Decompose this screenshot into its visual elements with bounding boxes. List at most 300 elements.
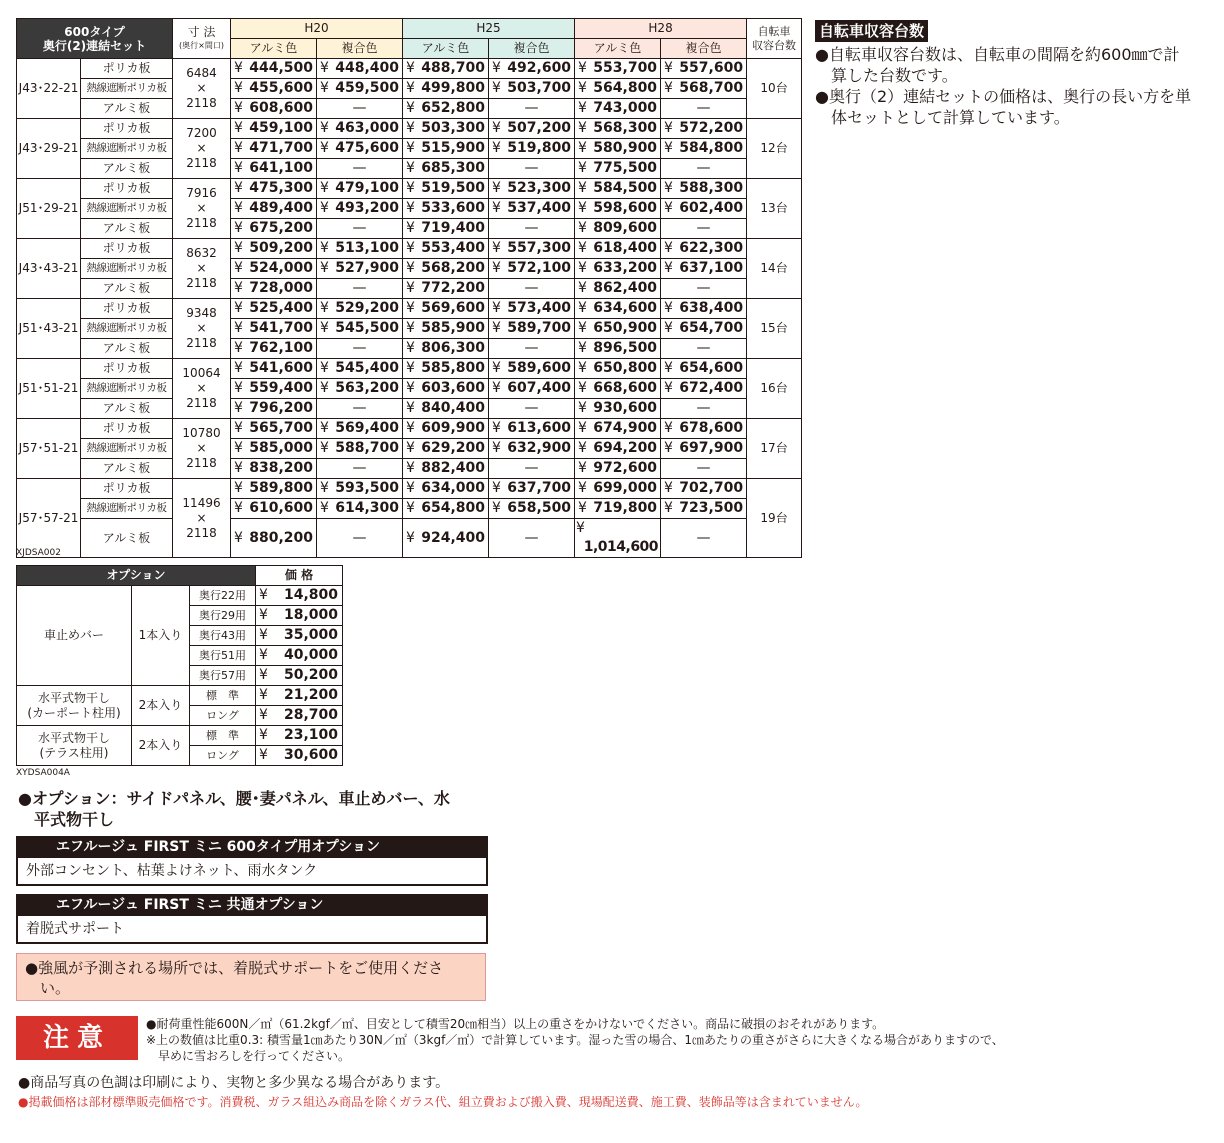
price-value: 1,014,600 <box>583 539 659 555</box>
price-cell <box>403 159 489 179</box>
price-cell <box>489 79 575 99</box>
price-cell <box>403 479 489 499</box>
table-row <box>17 219 802 239</box>
price-cell <box>661 439 747 459</box>
yen-sign: ¥ <box>664 500 673 516</box>
yen-sign: ¥ <box>406 480 415 496</box>
yen-sign: ¥ <box>320 80 329 96</box>
times-sign: × <box>196 441 207 455</box>
group-header-h25: H25 <box>403 19 575 39</box>
table-row <box>17 439 802 459</box>
footer-note-2: ●掲載価格は部材標準販売価格です。消費税、ガラス組込み商品を除くガラス代、組立費および搬入費、現場配送費、施工費、装飾品等は含まれていません。 <box>18 1095 868 1109</box>
price-value: 796,200 <box>249 400 314 416</box>
price-value: 629,200 <box>421 440 486 456</box>
price-cell <box>575 279 661 299</box>
price-value: 553,700 <box>593 60 658 76</box>
price-cell <box>661 59 747 79</box>
price-cell <box>231 199 317 219</box>
pack-count: 1本入り <box>132 586 190 686</box>
price-cell <box>489 59 575 79</box>
yen-sign: ¥ <box>320 120 329 136</box>
price-dash: — <box>317 519 403 558</box>
col-header: 複合色 <box>661 39 747 59</box>
price-value: 652,800 <box>421 100 486 116</box>
option-name <box>17 686 132 726</box>
material-cell: 熱線遮断ポリカ板 <box>81 199 173 219</box>
material-cell: アルミ板 <box>81 99 173 119</box>
price-value: 637,100 <box>679 260 744 276</box>
yen-sign: ¥ <box>406 180 415 196</box>
price-cell <box>403 119 489 139</box>
option-box-common <box>16 894 488 944</box>
yen-sign: ¥ <box>320 240 329 256</box>
price-value: 515,900 <box>421 140 486 156</box>
price-cell <box>231 219 317 239</box>
price-cell <box>489 119 575 139</box>
price-value: 622,300 <box>679 240 744 256</box>
price-cell <box>575 519 661 558</box>
price-cell <box>403 339 489 359</box>
price-cell <box>317 139 403 159</box>
price-value: 459,100 <box>249 120 314 136</box>
pack-count: 2本入り <box>132 726 190 766</box>
price-cell <box>575 419 661 439</box>
yen-sign: ¥ <box>578 280 587 296</box>
yen-sign: ¥ <box>259 587 268 603</box>
yen-sign: ¥ <box>406 300 415 316</box>
dimension-depth: 10064 <box>182 366 221 380</box>
price-cell <box>575 379 661 399</box>
option-price <box>256 606 343 626</box>
price-cell <box>575 499 661 519</box>
yen-sign: ¥ <box>320 420 329 436</box>
price-cell <box>403 499 489 519</box>
table-row <box>17 359 802 379</box>
option-price <box>256 706 343 726</box>
option-name-line: 水平式物干し <box>37 690 110 705</box>
price-cell <box>661 119 747 139</box>
yen-sign: ¥ <box>234 280 243 296</box>
yen-sign: ¥ <box>406 380 415 396</box>
price-dash: — <box>317 159 403 179</box>
price-value: 492,600 <box>507 60 572 76</box>
price-value: 519,500 <box>421 180 486 196</box>
yen-sign: ¥ <box>234 200 243 216</box>
price-value: 471,700 <box>249 140 314 156</box>
price-cell <box>231 419 317 439</box>
yen-sign: ¥ <box>406 120 415 136</box>
option-price-value: 21,200 <box>283 687 339 703</box>
price-cell <box>403 99 489 119</box>
caution-line: ※上の数値は比重0.3: 積雪量1㎝あたり30N／㎡（3kgf／㎡）で計算しています。湿った雪の場合、1㎝あたりの重さがさらに大きくなる場合がありますので、 <box>146 1033 1004 1047</box>
price-value: 699,000 <box>593 480 658 496</box>
price-cell <box>575 79 661 99</box>
price-value: 463,000 <box>335 120 400 136</box>
option-box-600 <box>16 836 488 886</box>
dimension-header: 寸 法 (奥行×間口) <box>173 19 231 59</box>
price-cell <box>231 139 317 159</box>
price-cell <box>489 199 575 219</box>
yen-sign: ¥ <box>234 400 243 416</box>
price-value: 568,300 <box>593 120 658 136</box>
price-cell <box>231 259 317 279</box>
yen-sign: ¥ <box>664 200 673 216</box>
price-value: 563,200 <box>335 380 400 396</box>
table-row <box>17 159 802 179</box>
option-variant: ロング <box>190 746 256 766</box>
yen-sign: ¥ <box>320 500 329 516</box>
table-row <box>17 319 802 339</box>
material-cell: 熱線遮断ポリカ板 <box>81 499 173 519</box>
price-cell <box>231 459 317 479</box>
price-dash: — <box>489 159 575 179</box>
capacity-cell: 17台 <box>747 419 802 479</box>
price-cell <box>575 399 661 419</box>
price-cell <box>403 299 489 319</box>
yen-sign: ¥ <box>406 100 415 116</box>
price-value: 610,600 <box>249 500 314 516</box>
price-dash: — <box>489 279 575 299</box>
table-row <box>17 339 802 359</box>
price-cell <box>489 499 575 519</box>
option-list-line: 平式物干し <box>18 810 115 829</box>
price-cell <box>231 519 317 558</box>
yen-sign: ¥ <box>578 360 587 376</box>
option-price-value: 14,800 <box>283 587 339 603</box>
price-cell <box>661 359 747 379</box>
material-cell: ポリカ板 <box>81 119 173 139</box>
price-cell <box>661 239 747 259</box>
dimension-width: 2118 <box>186 96 217 110</box>
table-row <box>17 279 802 299</box>
option-variant: ロング <box>190 706 256 726</box>
price-value: 632,900 <box>507 440 572 456</box>
yen-sign: ¥ <box>320 480 329 496</box>
price-value: 762,100 <box>249 340 314 356</box>
price-cell <box>317 79 403 99</box>
price-value: 585,900 <box>421 320 486 336</box>
price-value: 573,400 <box>507 300 572 316</box>
price-cell <box>231 319 317 339</box>
price-cell <box>489 139 575 159</box>
price-cell <box>575 99 661 119</box>
price-value: 475,600 <box>335 140 400 156</box>
note-line: ●奥行（2）連結セットの価格は、奥行の長い方を単 <box>815 87 1192 106</box>
price-cell <box>489 319 575 339</box>
price-value: 568,700 <box>679 80 744 96</box>
price-dash: — <box>317 459 403 479</box>
price-value: 697,900 <box>679 440 744 456</box>
price-value: 882,400 <box>421 460 486 476</box>
option-name <box>17 726 132 766</box>
yen-sign: ¥ <box>406 260 415 276</box>
options-header: オプション <box>17 566 256 586</box>
option-price-value: 40,000 <box>283 647 339 663</box>
price-cell <box>317 499 403 519</box>
yen-sign: ¥ <box>259 687 268 703</box>
price-value: 743,000 <box>593 100 658 116</box>
times-sign: × <box>196 510 207 525</box>
yen-sign: ¥ <box>234 60 243 76</box>
price-value: 524,000 <box>249 260 314 276</box>
model-code: J51･51-21 <box>17 359 81 419</box>
price-cell <box>317 239 403 259</box>
option-box-body: 外部コンセント、枯葉よけネット、雨水タンク <box>16 858 488 886</box>
price-value: 633,200 <box>593 260 658 276</box>
dimension-cell <box>173 299 231 359</box>
yen-sign: ¥ <box>664 480 673 496</box>
yen-sign: ¥ <box>234 420 243 436</box>
table-row <box>17 119 802 139</box>
price-cell <box>403 199 489 219</box>
price-cell <box>403 459 489 479</box>
price-header: 価 格 <box>256 566 343 586</box>
price-value: 541,700 <box>249 320 314 336</box>
price-value: 559,400 <box>249 380 314 396</box>
yen-sign: ¥ <box>492 440 501 456</box>
yen-sign: ¥ <box>576 520 585 536</box>
option-box-title: エフルージュ FIRST ミニ 600タイプ用オプション <box>16 836 488 858</box>
yen-sign: ¥ <box>578 500 587 516</box>
price-value: 513,100 <box>335 240 400 256</box>
price-cell <box>661 479 747 499</box>
yen-sign: ¥ <box>492 480 501 496</box>
option-price <box>256 586 343 606</box>
price-value: 618,400 <box>593 240 658 256</box>
price-cell <box>661 259 747 279</box>
material-cell: 熱線遮断ポリカ板 <box>81 379 173 399</box>
option-variant: 標 準 <box>190 686 256 706</box>
price-cell <box>403 279 489 299</box>
price-cell <box>231 119 317 139</box>
yen-sign: ¥ <box>578 220 587 236</box>
price-value: 499,800 <box>421 80 486 96</box>
dimension-width: 2118 <box>186 396 217 410</box>
price-value: 507,200 <box>507 120 572 136</box>
options-table-body <box>17 586 343 766</box>
table-row <box>17 399 802 419</box>
yen-sign: ¥ <box>234 180 243 196</box>
price-cell <box>403 219 489 239</box>
option-price <box>256 726 343 746</box>
price-dash: — <box>661 279 747 299</box>
price-value: 527,900 <box>335 260 400 276</box>
yen-sign: ¥ <box>234 529 243 546</box>
col-header: アルミ色 <box>575 39 661 59</box>
caution-line: ●耐荷重性能600N／㎡（61.2kgf／㎡、目安として積雪20㎝相当）以上の重さをかけないでください。商品に破損のおそれがあります。 <box>146 1017 885 1031</box>
price-dash: — <box>317 279 403 299</box>
dimension-depth: 7916 <box>186 186 217 200</box>
price-value: 972,600 <box>593 460 658 476</box>
price-cell <box>403 359 489 379</box>
yen-sign: ¥ <box>406 220 415 236</box>
price-value: 674,900 <box>593 420 658 436</box>
price-dash: — <box>661 219 747 239</box>
yen-sign: ¥ <box>664 420 673 436</box>
col-header: 複合色 <box>317 39 403 59</box>
price-cell <box>403 439 489 459</box>
price-value: 533,600 <box>421 200 486 216</box>
option-price-value: 50,200 <box>283 667 339 683</box>
price-cell <box>661 499 747 519</box>
yen-sign: ¥ <box>320 360 329 376</box>
price-cell <box>403 379 489 399</box>
price-cell <box>403 259 489 279</box>
price-value: 545,500 <box>335 320 400 336</box>
yen-sign: ¥ <box>259 627 268 643</box>
yen-sign: ¥ <box>320 300 329 316</box>
option-variant: 奥行57用 <box>190 666 256 686</box>
yen-sign: ¥ <box>492 140 501 156</box>
yen-sign: ¥ <box>406 280 415 296</box>
price-cell <box>403 239 489 259</box>
price-value: 880,200 <box>249 529 314 546</box>
yen-sign: ¥ <box>259 667 268 683</box>
price-cell <box>575 159 661 179</box>
price-cell <box>489 179 575 199</box>
option-variant: 奥行29用 <box>190 606 256 626</box>
price-cell <box>231 239 317 259</box>
price-value: 545,400 <box>335 360 400 376</box>
price-cell <box>661 199 747 219</box>
option-price-value: 23,100 <box>283 727 339 743</box>
price-cell <box>661 139 747 159</box>
yen-sign: ¥ <box>259 707 268 723</box>
caution-text <box>146 1016 1221 1064</box>
times-sign: × <box>196 81 207 95</box>
price-value: 493,200 <box>335 200 400 216</box>
times-sign: × <box>196 381 207 395</box>
price-cell <box>403 79 489 99</box>
option-name <box>17 586 132 686</box>
price-dash: — <box>317 99 403 119</box>
yen-sign: ¥ <box>406 60 415 76</box>
yen-sign: ¥ <box>234 320 243 336</box>
price-cell <box>231 339 317 359</box>
price-value: 488,700 <box>421 60 486 76</box>
price-cell <box>575 119 661 139</box>
yen-sign: ¥ <box>492 420 501 436</box>
price-cell <box>661 419 747 439</box>
yen-sign: ¥ <box>234 440 243 456</box>
price-value: 930,600 <box>593 400 658 416</box>
price-value: 588,300 <box>679 180 744 196</box>
times-sign: × <box>196 141 207 155</box>
price-cell <box>231 359 317 379</box>
price-cell <box>575 339 661 359</box>
footer-note-1: ●商品写真の色調は印刷により、実物と多少異なる場合があります。 <box>18 1075 450 1091</box>
price-dash: — <box>489 519 575 558</box>
option-name-sub: (カーポート柱用) <box>27 705 121 720</box>
price-value: 569,400 <box>335 420 400 436</box>
price-cell <box>489 479 575 499</box>
dimension-width: 2118 <box>186 456 217 470</box>
material-cell: 熱線遮断ポリカ板 <box>81 139 173 159</box>
yen-sign: ¥ <box>578 140 587 156</box>
price-value: 503,300 <box>421 120 486 136</box>
price-cell <box>489 239 575 259</box>
capacity-cell: 13台 <box>747 179 802 239</box>
price-value: 678,600 <box>679 420 744 436</box>
price-value: 862,400 <box>593 280 658 296</box>
options-row <box>17 586 343 606</box>
price-cell <box>317 59 403 79</box>
material-cell: ポリカ板 <box>81 239 173 259</box>
price-cell <box>489 419 575 439</box>
price-value: 568,200 <box>421 260 486 276</box>
material-cell: ポリカ板 <box>81 179 173 199</box>
yen-sign: ¥ <box>406 200 415 216</box>
price-value: 479,100 <box>335 180 400 196</box>
price-cell <box>317 179 403 199</box>
table-row <box>17 99 802 119</box>
price-cell <box>575 359 661 379</box>
material-cell: アルミ板 <box>81 519 173 558</box>
price-cell <box>231 379 317 399</box>
yen-sign: ¥ <box>492 260 501 276</box>
price-value: 654,600 <box>679 360 744 376</box>
price-dash: — <box>661 159 747 179</box>
table-row <box>17 259 802 279</box>
material-cell: 熱線遮断ポリカ板 <box>81 259 173 279</box>
times-sign: × <box>196 261 207 275</box>
yen-sign: ¥ <box>320 440 329 456</box>
material-cell: ポリカ板 <box>81 359 173 379</box>
price-cell <box>661 379 747 399</box>
price-value: 641,100 <box>249 160 314 176</box>
dimension-cell <box>173 479 231 558</box>
dimension-cell <box>173 419 231 479</box>
option-price-value: 30,600 <box>283 747 339 763</box>
yen-sign: ¥ <box>234 100 243 116</box>
table-row <box>17 239 802 259</box>
model-code: J43･29-21 <box>17 119 81 179</box>
option-name-line: 水平式物干し <box>37 730 110 745</box>
price-cell <box>575 219 661 239</box>
price-value: 569,600 <box>421 300 486 316</box>
option-price-value: 35,000 <box>283 627 339 643</box>
price-value: 603,600 <box>421 380 486 396</box>
caution-line: 早めに雪おろしを行ってください。 <box>146 1049 351 1063</box>
model-code: J43･22-21 <box>17 59 81 119</box>
price-cell <box>231 79 317 99</box>
price-value: 702,700 <box>679 480 744 496</box>
yen-sign: ¥ <box>492 320 501 336</box>
price-cell <box>403 419 489 439</box>
price-value: 668,600 <box>593 380 658 396</box>
price-cell <box>575 199 661 219</box>
price-value: 572,100 <box>507 260 572 276</box>
price-value: 650,900 <box>593 320 658 336</box>
price-value: 572,200 <box>679 120 744 136</box>
price-dash: — <box>661 519 747 558</box>
price-value: 806,300 <box>421 340 486 356</box>
yen-sign: ¥ <box>578 480 587 496</box>
yen-sign: ¥ <box>320 200 329 216</box>
yen-sign: ¥ <box>406 320 415 336</box>
option-variant: 標 準 <box>190 726 256 746</box>
material-cell: 熱線遮断ポリカ板 <box>81 319 173 339</box>
price-value: 589,800 <box>249 480 314 496</box>
price-value: 503,700 <box>507 80 572 96</box>
price-cell <box>575 319 661 339</box>
option-list <box>18 788 450 830</box>
yen-sign: ¥ <box>492 80 501 96</box>
price-dash: — <box>489 339 575 359</box>
price-value: 658,500 <box>507 500 572 516</box>
price-cell <box>403 59 489 79</box>
yen-sign: ¥ <box>664 380 673 396</box>
